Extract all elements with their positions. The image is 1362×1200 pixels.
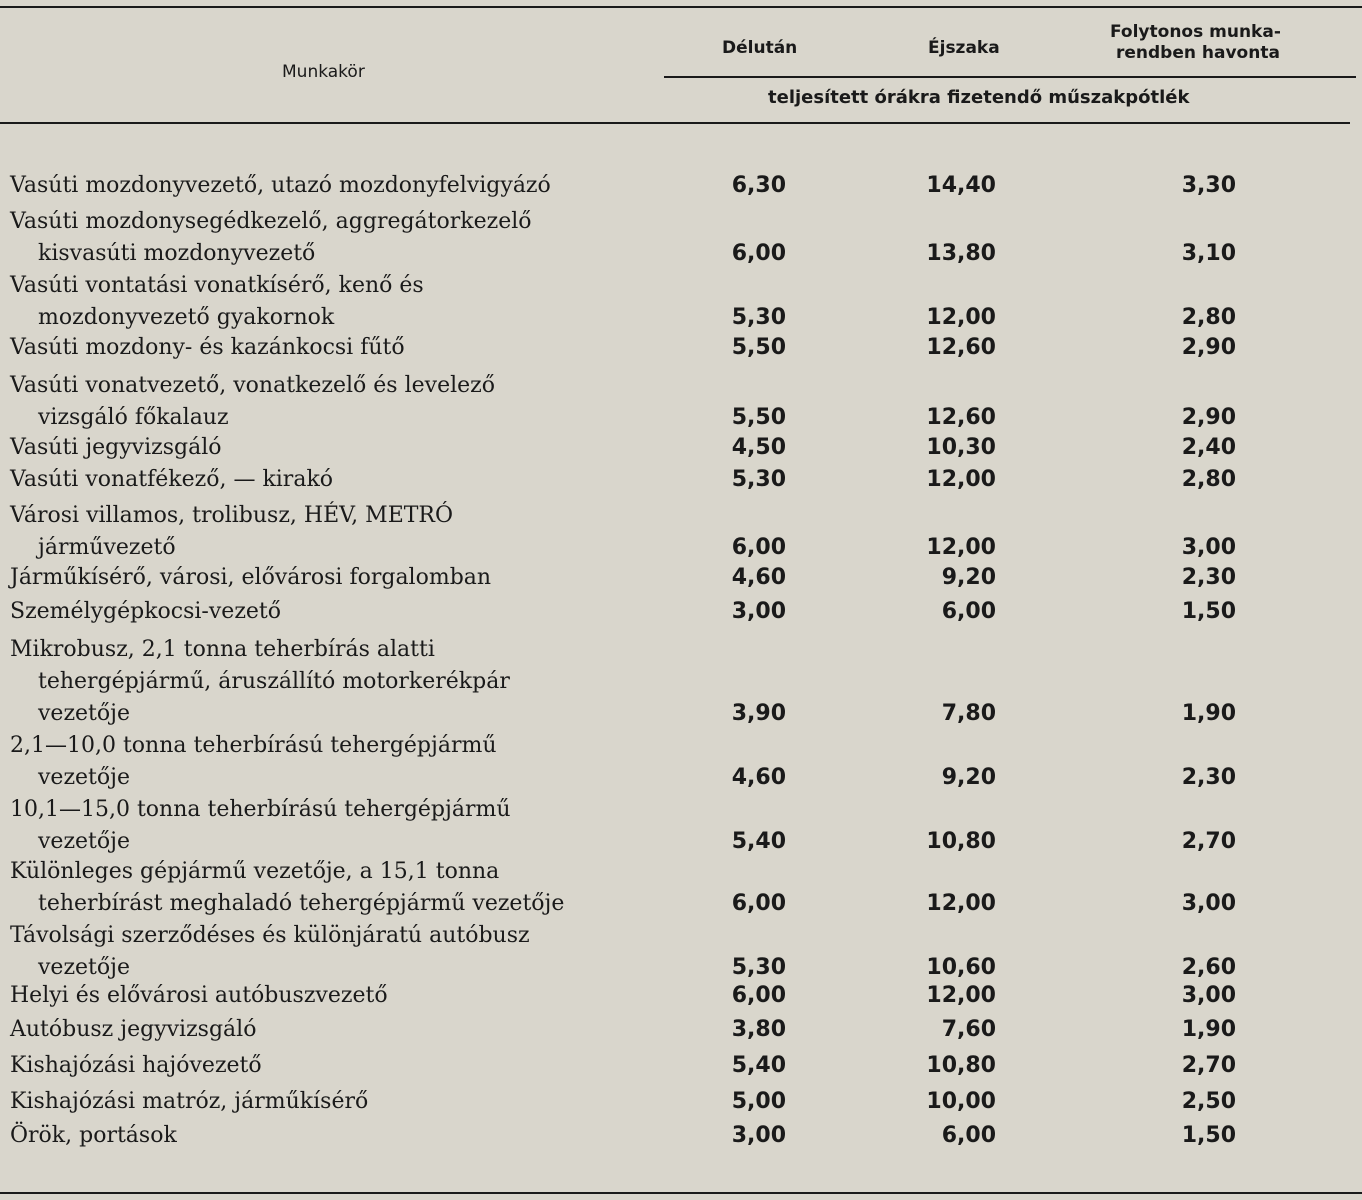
- night-value: 10,80: [926, 829, 996, 854]
- bottom-rule: [0, 1192, 1362, 1194]
- job-title: [10, 920, 670, 984]
- job-title-line: Vasúti mozdonysegédkezelő, aggregátorkezelő: [10, 209, 532, 234]
- header-night: Éjszaka: [928, 38, 1000, 58]
- job-title-line: Vasúti vontatási vonatkísérő, kenő és: [10, 273, 424, 298]
- night-value: 13,80: [926, 241, 996, 266]
- job-title: [10, 1014, 670, 1046]
- header-subheader: teljesített órákra fizetendő műszakpótlék: [768, 87, 1190, 108]
- night-value: 12,00: [926, 535, 996, 560]
- job-title-line: Autóbusz jegyvizsgáló: [10, 1017, 257, 1042]
- job-title: [10, 206, 670, 270]
- monthly-value: 1,90: [1181, 701, 1236, 726]
- night-value: 9,20: [941, 765, 996, 790]
- monthly-value: 3,00: [1181, 983, 1236, 1008]
- night-value: 7,80: [941, 701, 996, 726]
- monthly-value: 2,70: [1181, 1053, 1236, 1078]
- job-title: [10, 856, 670, 920]
- job-title-line: teherbírást meghaladó tehergépjármű vezetője: [38, 891, 565, 916]
- monthly-value: 2,70: [1181, 829, 1236, 854]
- job-title-line: Mikrobusz, 2,1 tonna teherbírás alatti: [10, 637, 435, 662]
- afternoon-value: 6,00: [731, 241, 786, 266]
- night-value: 12,00: [926, 467, 996, 492]
- monthly-value: 2,90: [1181, 405, 1236, 430]
- job-title-line: Örök, portások: [10, 1123, 177, 1148]
- night-value: 14,40: [926, 173, 996, 198]
- afternoon-value: 3,00: [731, 1123, 786, 1148]
- job-title-line: vezetője: [38, 765, 130, 790]
- afternoon-value: 6,00: [731, 983, 786, 1008]
- header-continuous-1: Folytonos munka-: [1110, 22, 1281, 42]
- job-title-line: vezetője: [38, 829, 130, 854]
- job-title-line: 10,1—15,0 tonna teherbírású tehergépjármű: [10, 797, 511, 822]
- monthly-value: 2,90: [1181, 335, 1236, 360]
- job-title-line: járművezető: [38, 535, 176, 560]
- night-value: 12,00: [926, 891, 996, 916]
- night-value: 10,80: [926, 1053, 996, 1078]
- job-title-line: vizsgáló főkalauz: [38, 405, 229, 430]
- afternoon-value: 5,50: [731, 335, 786, 360]
- monthly-value: 2,60: [1181, 955, 1236, 980]
- job-title-line: Járműkísérő, városi, elővárosi forgalomban: [10, 565, 492, 590]
- job-title-line: kisvasúti mozdonyvezető: [38, 241, 316, 266]
- afternoon-value: 5,50: [731, 405, 786, 430]
- night-value: 9,20: [941, 565, 996, 590]
- night-value: 12,00: [926, 983, 996, 1008]
- monthly-value: 1,90: [1181, 1017, 1236, 1042]
- afternoon-value: 5,40: [731, 1053, 786, 1078]
- afternoon-value: 5,30: [731, 305, 786, 330]
- monthly-value: 2,30: [1181, 765, 1236, 790]
- job-title: [10, 432, 670, 464]
- monthly-value: 2,50: [1181, 1089, 1236, 1114]
- header-continuous-2: rendben havonta: [1116, 43, 1280, 63]
- job-title-line: Városi villamos, trolibusz, HÉV, METRÓ: [10, 503, 454, 528]
- job-title: [10, 562, 670, 594]
- header-afternoon: Délután: [722, 38, 798, 58]
- job-title: [10, 1050, 670, 1082]
- job-title: [10, 500, 670, 564]
- job-title: [10, 370, 670, 434]
- job-title-line: Vasúti mozdony- és kazánkocsi fűtő: [10, 335, 405, 360]
- monthly-value: 1,50: [1181, 599, 1236, 624]
- job-title-line: Személygépkocsi-vezető: [10, 599, 282, 624]
- job-title: [10, 1120, 670, 1152]
- job-title: [10, 332, 670, 364]
- job-title-line: Vasúti vonatvezető, vonatkezelő és levelező: [10, 373, 495, 398]
- afternoon-value: 5,30: [731, 955, 786, 980]
- top-rule: [0, 6, 1362, 8]
- job-title: [10, 270, 670, 334]
- afternoon-value: 6,30: [731, 173, 786, 198]
- job-title: [10, 464, 670, 496]
- afternoon-value: 6,00: [731, 535, 786, 560]
- night-value: 10,00: [926, 1089, 996, 1114]
- afternoon-value: 5,00: [731, 1089, 786, 1114]
- monthly-value: 3,00: [1181, 891, 1236, 916]
- night-value: 10,30: [926, 435, 996, 460]
- afternoon-value: 4,60: [731, 765, 786, 790]
- afternoon-value: 3,80: [731, 1017, 786, 1042]
- afternoon-value: 5,40: [731, 829, 786, 854]
- job-title-line: 2,1—10,0 tonna teherbírású tehergépjármű: [10, 733, 497, 758]
- job-title: [10, 794, 670, 858]
- night-value: 12,00: [926, 305, 996, 330]
- monthly-value: 3,00: [1181, 535, 1236, 560]
- night-value: 12,60: [926, 335, 996, 360]
- monthly-value: 2,80: [1181, 467, 1236, 492]
- night-value: 7,60: [941, 1017, 996, 1042]
- job-title: [10, 170, 670, 202]
- job-title: [10, 980, 670, 1012]
- header-job: Munkakör: [282, 62, 365, 82]
- job-title-line: Vasúti vonatfékező, — kirakó: [10, 467, 334, 492]
- job-title: [10, 1086, 670, 1118]
- night-value: 6,00: [941, 1123, 996, 1148]
- job-title: [10, 596, 670, 628]
- job-title-line: Vasúti mozdonyvezető, utazó mozdonyfelvigyázó: [10, 173, 551, 198]
- night-value: 10,60: [926, 955, 996, 980]
- night-value: 6,00: [941, 599, 996, 624]
- job-title-line: Helyi és elővárosi autóbuszvezető: [10, 983, 388, 1008]
- night-value: 12,60: [926, 405, 996, 430]
- job-title-line: Kishajózási matróz, járműkísérő: [10, 1089, 369, 1114]
- job-title: [10, 634, 670, 730]
- header-bottom-rule: [0, 122, 1350, 124]
- monthly-value: 2,40: [1181, 435, 1236, 460]
- monthly-value: 2,80: [1181, 305, 1236, 330]
- monthly-value: 1,50: [1181, 1123, 1236, 1148]
- job-title-line: Kishajózási hajóvezető: [10, 1053, 262, 1078]
- monthly-value: 2,30: [1181, 565, 1236, 590]
- job-title-line: mozdonyvezető gyakornok: [38, 305, 335, 330]
- header-divider: [664, 76, 1356, 78]
- job-title-line: Távolsági szerződéses és különjáratú autóbusz: [10, 923, 530, 948]
- job-title-line: Különleges gépjármű vezetője, a 15,1 tonna: [10, 859, 500, 884]
- afternoon-value: 3,00: [731, 599, 786, 624]
- afternoon-value: 5,30: [731, 467, 786, 492]
- job-title-line: tehergépjármű, áruszállító motorkerékpár: [38, 669, 510, 694]
- job-title-line: vezetője: [38, 701, 130, 726]
- job-title: [10, 730, 670, 794]
- afternoon-value: 4,50: [731, 435, 786, 460]
- job-title-line: Vasúti jegyvizsgáló: [10, 435, 222, 460]
- afternoon-value: 6,00: [731, 891, 786, 916]
- afternoon-value: 4,60: [731, 565, 786, 590]
- monthly-value: 3,30: [1181, 173, 1236, 198]
- job-title-line: vezetője: [38, 955, 130, 980]
- afternoon-value: 3,90: [731, 701, 786, 726]
- monthly-value: 3,10: [1181, 241, 1236, 266]
